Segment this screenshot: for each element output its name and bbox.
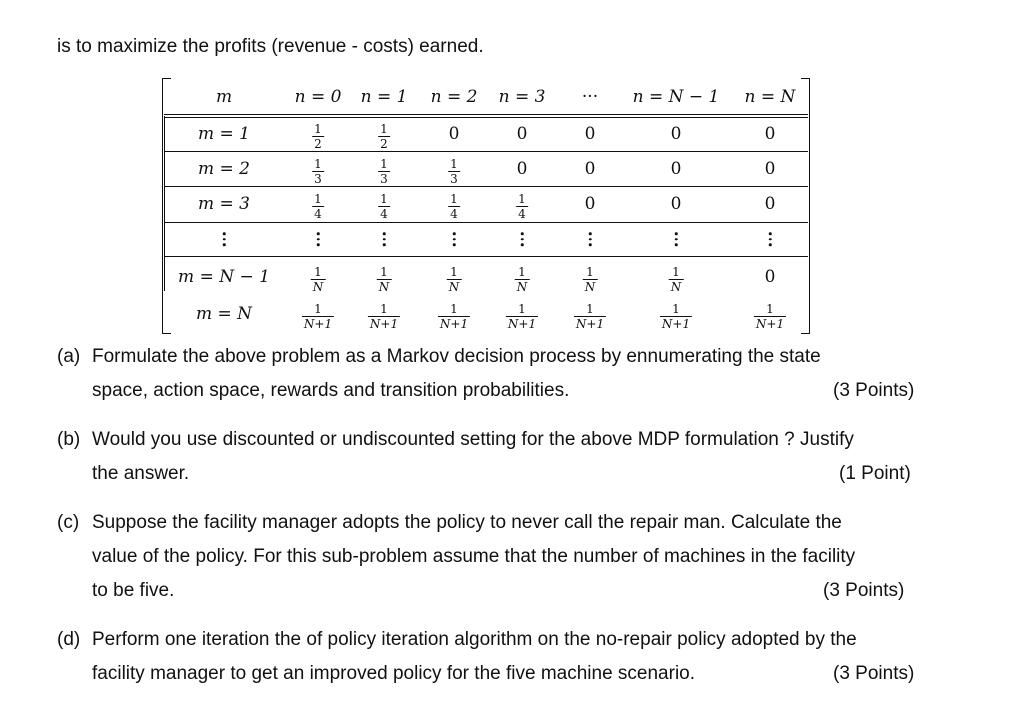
row-label: m = N − 1 [178, 267, 270, 287]
question-line: Would you use discounted or undiscounted setting for the above MDP formulation ? Justify [92, 429, 854, 450]
header-rule-top [164, 114, 808, 115]
matrix-entry [521, 232, 524, 246]
matrix-entry: $\frac{1}{3}$ [450, 157, 458, 186]
question-line: space, action space, rewards and transition probabilities. [92, 380, 570, 401]
question-line: the answer. [92, 463, 190, 484]
header-row-label: m [215, 87, 233, 107]
matrix-entry: $\frac{1}{N+1}$ [369, 302, 399, 331]
matrix-entry: $\frac{1}{2}$ [314, 122, 322, 151]
question-label: (b) [57, 429, 81, 450]
header-column-label: ··· [581, 87, 599, 107]
matrix-entry: $\frac{1}{N}$ [516, 265, 528, 294]
matrix-entry: $\frac{1}{4}$ [450, 192, 458, 221]
matrix-entry: 0 [584, 194, 596, 214]
question-line: Formulate the above problem as a Markov decision process by ennumerating the state [92, 346, 821, 367]
question-points: (1 Point) [839, 463, 911, 484]
question-line: facility manager to get an improved policy for the five machine scenario. [92, 663, 696, 684]
question-line: Perform one iteration the of policy iteration algorithm on the no-repair policy adopted by the [92, 629, 857, 650]
matrix-entry: $\frac{1}{N+1}$ [661, 302, 691, 331]
matrix-entry: $\frac{1}{4}$ [380, 192, 388, 221]
row-rule-2 [164, 186, 808, 187]
matrix-entry: $\frac{1}{N}$ [670, 265, 682, 294]
matrix-entry: $\frac{1}{3}$ [380, 157, 388, 186]
row-label [223, 232, 226, 246]
row-label: m = 2 [198, 159, 250, 179]
question-label: (a) [57, 346, 81, 367]
matrix-entry: 0 [764, 267, 776, 287]
intro-text: is to maximize the profits (revenue - costs) earned. [57, 36, 484, 57]
matrix-entry: $\frac{1}{3}$ [314, 157, 322, 186]
matrix-entry: $\frac{1}{N}$ [378, 265, 390, 294]
matrix-entry [453, 232, 456, 246]
question-line: value of the policy. For this sub-problem assume that the number of machines in the facility [92, 546, 856, 567]
matrix-entry: 0 [764, 124, 776, 144]
matrix-entry: $\frac{1}{2}$ [380, 122, 388, 151]
question-line: to be five. [92, 580, 175, 601]
matrix-entry: $\frac{1}{N}$ [312, 265, 324, 294]
matrix-entry [589, 232, 592, 246]
matrix-entry: $\frac{1}{N+1}$ [439, 302, 469, 331]
question-label: (c) [57, 512, 80, 533]
matrix-entry: $\frac{1}{N}$ [448, 265, 460, 294]
transition-matrix [162, 78, 810, 332]
matrix-entry: $\frac{1}{4}$ [314, 192, 322, 221]
question-points: (3 Points) [823, 580, 905, 601]
matrix-entry [769, 232, 772, 246]
matrix-entry: 0 [584, 124, 596, 144]
matrix-entry: 0 [448, 124, 460, 144]
matrix-entry: 0 [670, 124, 682, 144]
matrix-entry: $\frac{1}{N+1}$ [303, 302, 333, 331]
row-label: m = 1 [198, 124, 250, 144]
question-line: Suppose the facility manager adopts the policy to never call the repair man. Calculate the [92, 512, 842, 533]
question-points: (3 Points) [833, 380, 915, 401]
matrix-entry: $\frac{1}{N+1}$ [507, 302, 537, 331]
header-column-label: n = 3 [498, 87, 546, 107]
matrix-entry: 0 [584, 159, 596, 179]
row-label: m = 3 [198, 194, 250, 214]
matrix-entry [383, 232, 386, 246]
row-rule-3 [164, 222, 808, 223]
matrix-entry: 0 [670, 159, 682, 179]
matrix-entry: 0 [516, 159, 528, 179]
row-label: m = N [195, 304, 253, 324]
question-label: (d) [57, 629, 81, 650]
header-column-label: n = N − 1 [632, 87, 720, 107]
matrix-entry: $\frac{1}{N}$ [584, 265, 596, 294]
matrix-entry: 0 [764, 159, 776, 179]
row-rule-4 [164, 256, 808, 257]
header-column-label: n = 1 [360, 87, 408, 107]
question-points: (3 Points) [833, 663, 915, 684]
header-column-label: n = N [744, 87, 796, 107]
matrix-entry: $\frac{1}{4}$ [518, 192, 526, 221]
row-label-divider [164, 116, 165, 291]
matrix-entry: $\frac{1}{N+1}$ [755, 302, 785, 331]
row-rule-1 [164, 151, 808, 152]
header-column-label: n = 2 [430, 87, 478, 107]
matrix-entry: 0 [516, 124, 528, 144]
matrix-entry [675, 232, 678, 246]
matrix-entry [317, 232, 320, 246]
matrix-entry: 0 [764, 194, 776, 214]
matrix-entry: $\frac{1}{N+1}$ [575, 302, 605, 331]
matrix-entry: 0 [670, 194, 682, 214]
header-rule-bottom [164, 117, 808, 118]
header-column-label: n = 0 [294, 87, 342, 107]
